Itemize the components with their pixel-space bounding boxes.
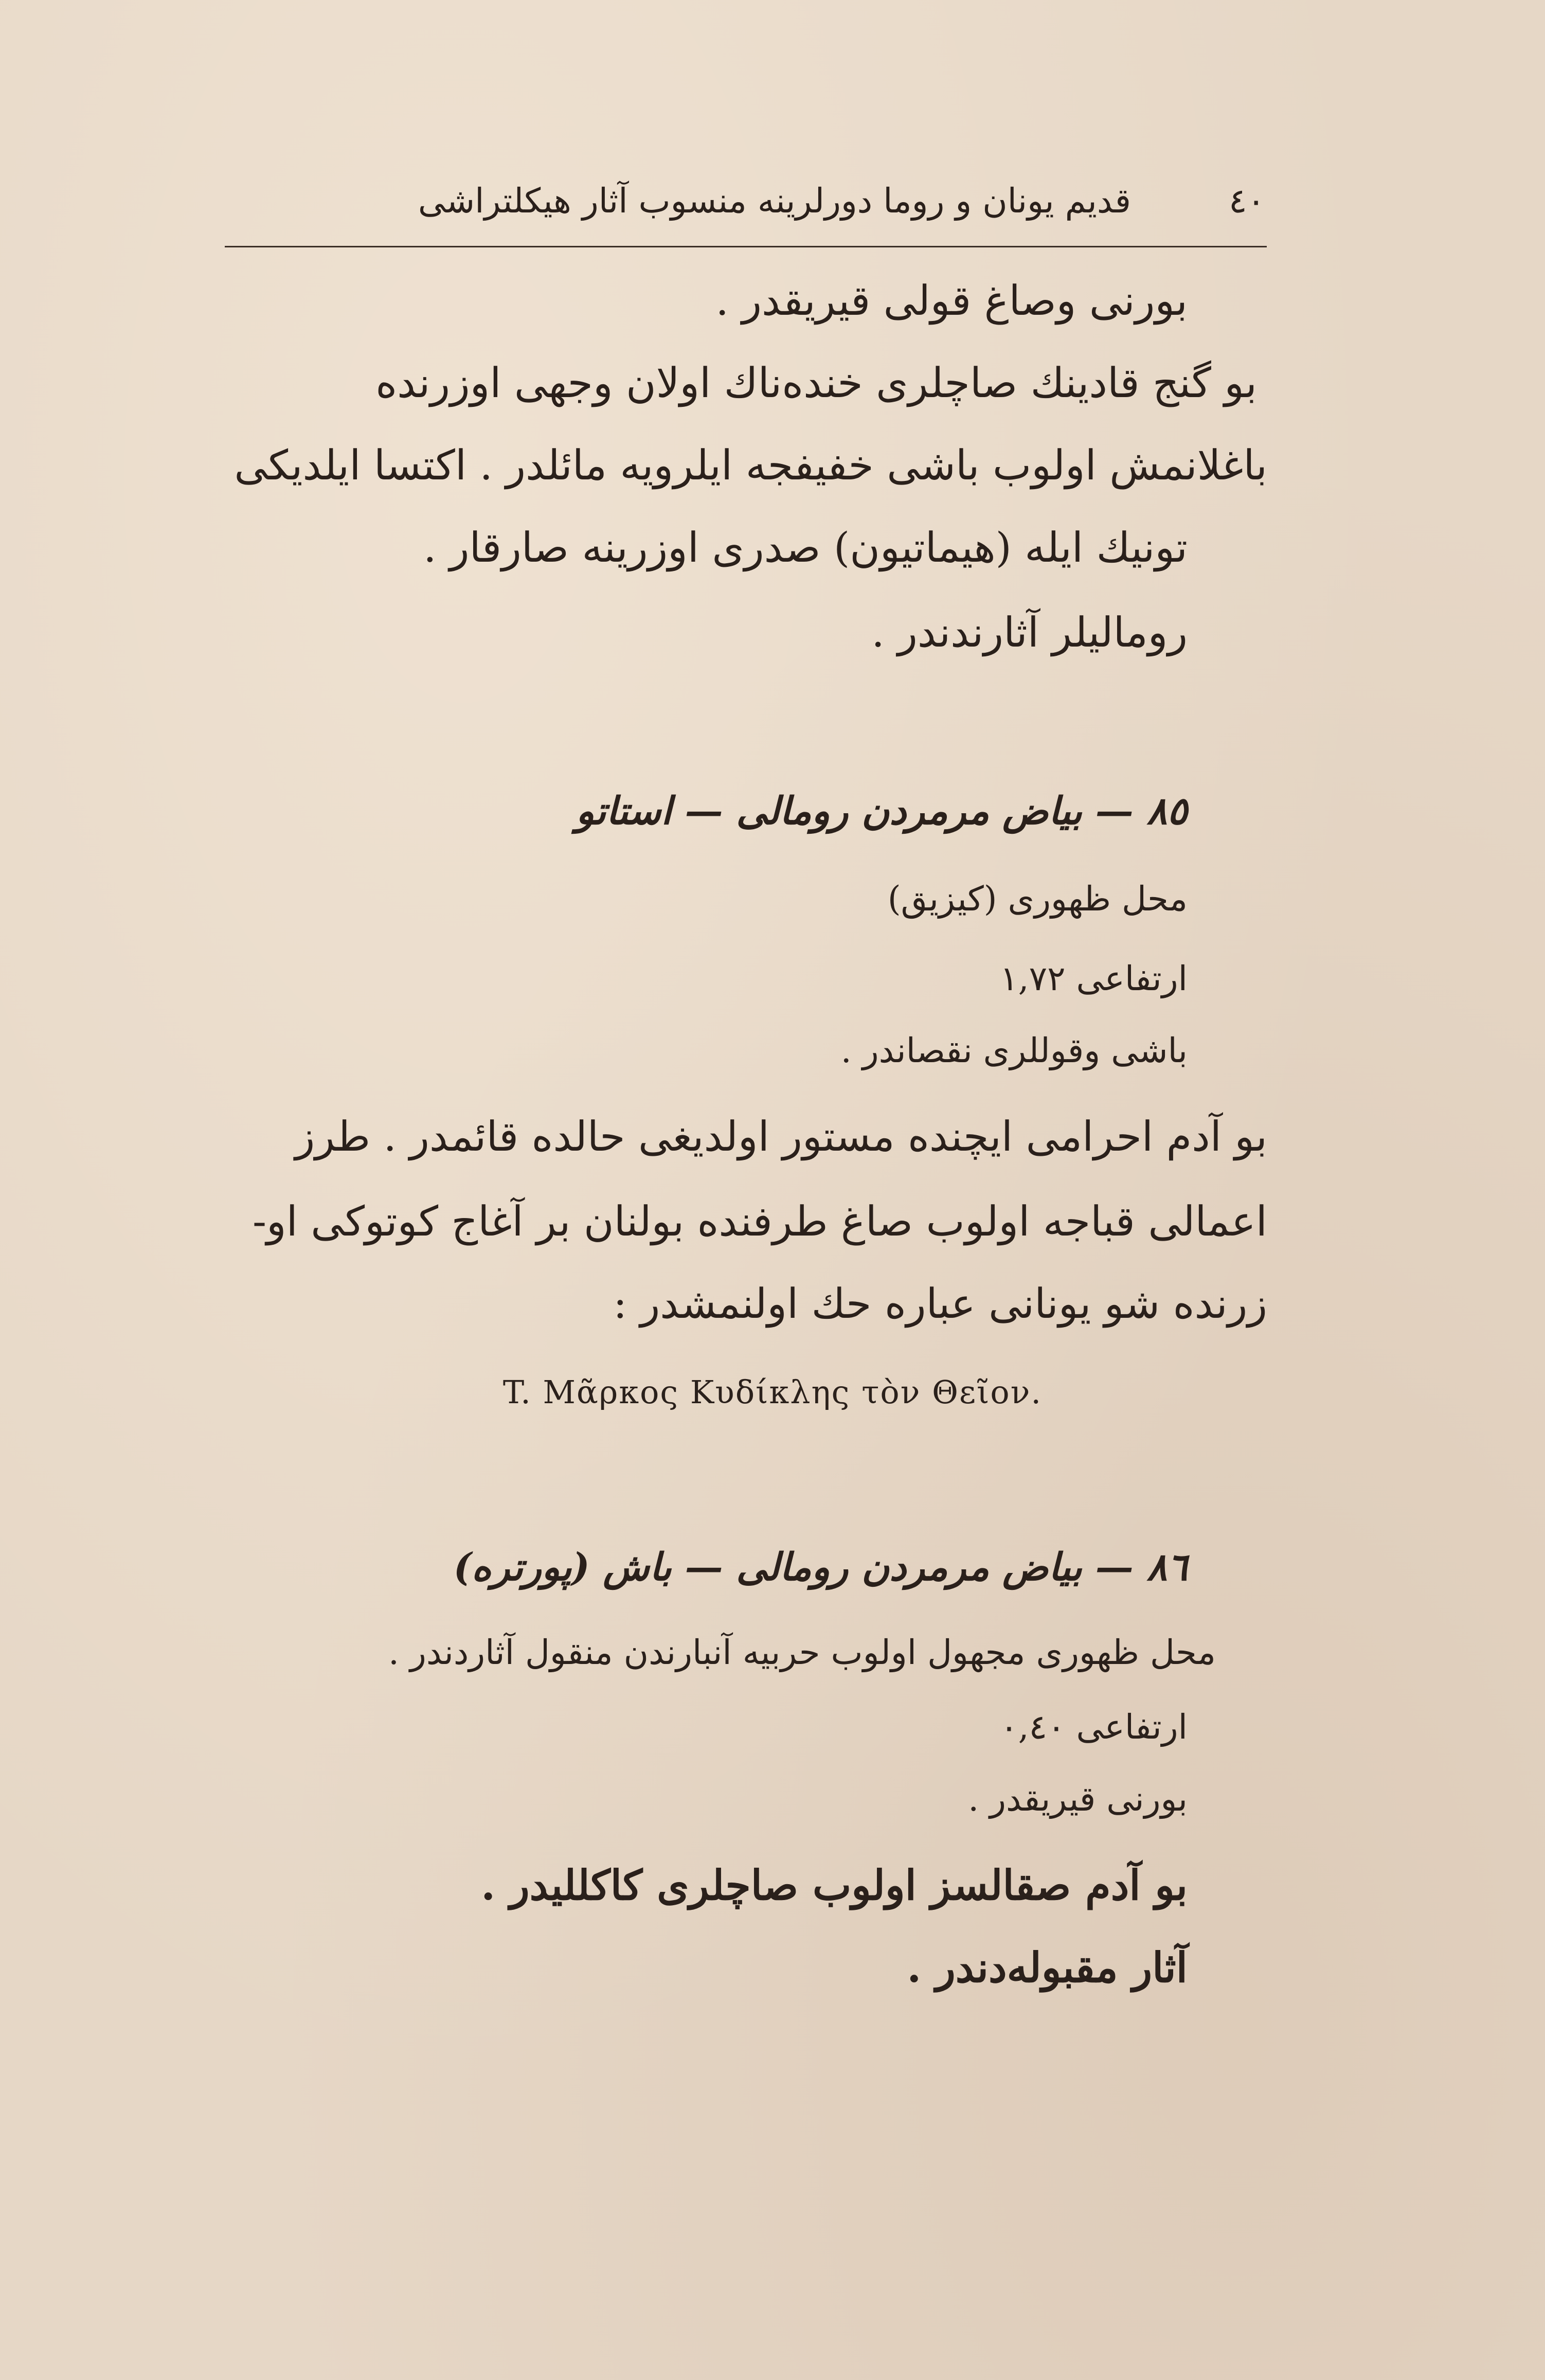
text-line: تونيك ايله (هيماتيون) صدرى اوزرينه صارقار . (423, 524, 1188, 571)
entry-heading-86: ٨٦ — بياض مرمردن رومالى — باش (پورتره) (453, 1545, 1188, 1589)
running-title: قديم يونان و روما دورلرينه منسوب آثار هيكلتراشى (418, 181, 1131, 221)
entry-height-85: ارتفاعى ١,٧٢ (1000, 959, 1188, 998)
text-line: بورنى وصاغ قولى قيريقدر . (715, 277, 1188, 325)
entry-origin-85: محل ظهورى (كيزيق) (887, 879, 1188, 919)
header-rule (225, 246, 1267, 247)
entry-height-86: ارتفاعى ٠,٤٠ (1000, 1707, 1188, 1747)
entry-description-86: بو آدم صقالسز اولوب صاچلرى كاكلليدر . (481, 1861, 1188, 1909)
page-number: ٤٠ (1229, 181, 1265, 221)
text-line: باغلانمش اولوب باشى خفيفجه ايلرويه مائلدر . اكتسا ايلديكى (234, 441, 1267, 489)
entry-damage-85: باشى وقوللرى نقصاندر . (840, 1031, 1188, 1070)
entry-origin-86: محل ظهورى مجهول اولوب حربيه آنبارندن منقول آثاردندر . (388, 1633, 1216, 1672)
entry-damage-86: بورنى قيريقدر . (968, 1779, 1188, 1819)
entry-heading-85: ٨٥ — بياض مرمردن رومالى — استاتو (576, 789, 1188, 833)
entry-description-85: اعمالى قباجه اولوب صاغ طرفنده بولنان بر آغاج كوتوكى او- (252, 1197, 1267, 1245)
text-line: روماليلر آثارندندر . (871, 609, 1188, 656)
entry-description-85: بو آدم احرامى ايچنده مستور اولديغى حالده قائمدر . طرز (295, 1113, 1267, 1160)
running-header (418, 181, 1265, 221)
entry-description-85: زرنده شو يونانى عباره حك اولنمشدر : (613, 1280, 1267, 1328)
entry-description-86: آثار مقبوله‌دندر . (907, 1943, 1188, 1992)
greek-inscription: T. Μᾶρκος Κυδίκλης τὸν Θεῖον. (502, 1373, 1043, 1411)
text-line: بو گنج قادينك صاچلرى خنده‌ناك اولان وجهى اوزرنده (375, 359, 1257, 407)
